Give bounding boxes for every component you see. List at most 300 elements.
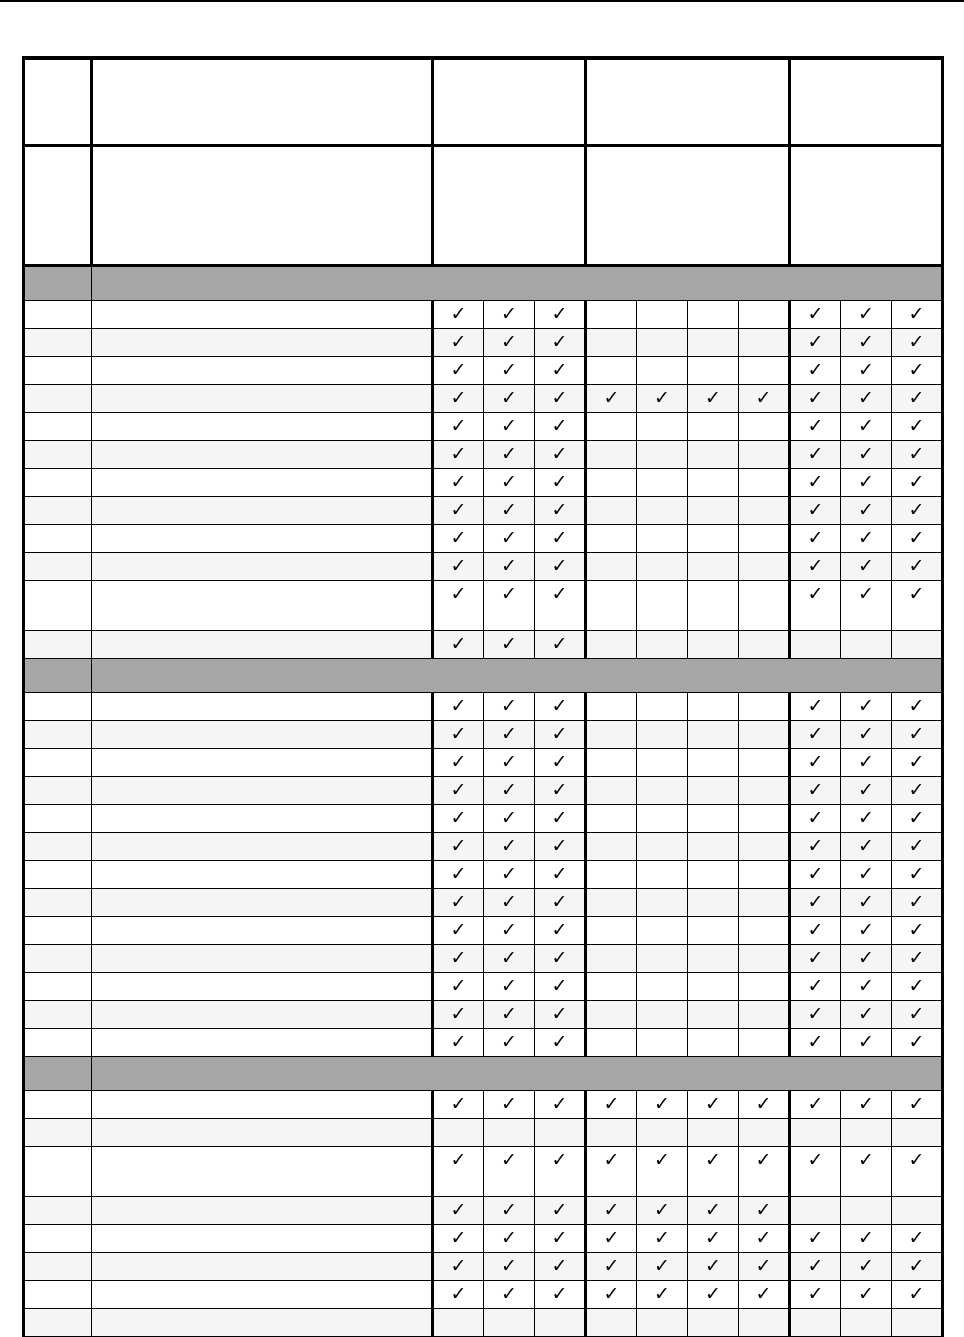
section-header-row [24, 1057, 943, 1091]
empty-check-cell [739, 1309, 790, 1337]
empty-check-cell [637, 721, 688, 749]
check-icon: ✓ [807, 863, 824, 885]
empty-check-cell [790, 631, 841, 659]
row-number-cell [24, 973, 92, 1001]
check-icon: ✓ [705, 1149, 721, 1171]
check-icon: ✓ [501, 471, 517, 493]
check-mark-cell [433, 1281, 484, 1309]
check-icon: ✓ [858, 891, 874, 913]
check-icon: ✓ [551, 1031, 568, 1053]
check-icon: ✓ [858, 303, 874, 325]
check-mark-cell [790, 329, 841, 357]
row-description-cell [92, 525, 433, 553]
check-icon: ✓ [807, 415, 824, 437]
table-row [24, 973, 943, 1001]
row-description-cell [92, 945, 433, 973]
check-mark-cell [484, 441, 535, 469]
check-mark-cell [790, 1001, 841, 1029]
check-icon: ✓ [501, 1255, 517, 1277]
empty-check-cell [586, 357, 637, 385]
check-icon: ✓ [654, 1227, 670, 1249]
empty-check-cell [586, 631, 637, 659]
check-mark-cell [841, 1253, 892, 1281]
check-mark-cell [535, 777, 586, 805]
check-icon: ✓ [858, 415, 874, 437]
check-icon: ✓ [450, 751, 467, 773]
check-mark-cell [790, 1281, 841, 1309]
check-icon: ✓ [450, 947, 467, 969]
row-description-cell [92, 329, 433, 357]
check-icon: ✓ [501, 1031, 517, 1053]
check-mark-cell [892, 749, 943, 777]
subheader-group-1-cell [433, 146, 586, 266]
check-icon: ✓ [807, 1093, 824, 1115]
check-mark-cell [586, 1253, 637, 1281]
check-mark-cell [484, 301, 535, 329]
empty-check-cell [739, 721, 790, 749]
check-mark-cell [484, 1147, 535, 1197]
check-mark-cell [790, 469, 841, 497]
check-icon: ✓ [501, 723, 517, 745]
check-icon: ✓ [858, 919, 874, 941]
check-mark-cell [739, 1091, 790, 1119]
check-mark-cell [841, 693, 892, 721]
check-icon: ✓ [450, 919, 467, 941]
check-mark-cell [790, 1091, 841, 1119]
row-description-cell [92, 805, 433, 833]
check-mark-cell [790, 553, 841, 581]
check-mark-cell [433, 889, 484, 917]
empty-check-cell [688, 413, 739, 441]
check-icon: ✓ [908, 723, 925, 745]
check-mark-cell [535, 497, 586, 525]
check-icon: ✓ [908, 555, 925, 577]
check-mark-cell [841, 413, 892, 441]
empty-check-cell [637, 749, 688, 777]
check-mark-cell [484, 357, 535, 385]
check-mark-cell [892, 357, 943, 385]
empty-check-cell [586, 441, 637, 469]
check-mark-cell [535, 413, 586, 441]
check-icon: ✓ [501, 919, 517, 941]
check-mark-cell [841, 497, 892, 525]
row-number-cell [24, 1091, 92, 1119]
check-mark-cell [484, 1197, 535, 1225]
check-icon: ✓ [755, 1093, 772, 1115]
empty-check-cell [637, 413, 688, 441]
table-row [24, 385, 943, 413]
check-mark-cell [535, 469, 586, 497]
check-mark-cell [433, 1091, 484, 1119]
check-mark-cell [535, 945, 586, 973]
row-description-cell [92, 1281, 433, 1309]
check-mark-cell [841, 441, 892, 469]
check-mark-cell [892, 693, 943, 721]
empty-check-cell [841, 1119, 892, 1147]
check-icon: ✓ [450, 807, 467, 829]
row-number-cell [24, 1147, 92, 1197]
empty-check-cell [637, 497, 688, 525]
empty-check-cell [586, 861, 637, 889]
check-mark-cell [433, 1001, 484, 1029]
check-mark-cell [892, 413, 943, 441]
empty-check-cell [586, 413, 637, 441]
empty-check-cell [433, 1119, 484, 1147]
check-mark-cell [433, 631, 484, 659]
empty-check-cell [586, 553, 637, 581]
check-icon: ✓ [551, 891, 568, 913]
check-icon: ✓ [551, 471, 568, 493]
check-icon: ✓ [551, 751, 568, 773]
check-icon: ✓ [807, 807, 824, 829]
check-icon: ✓ [908, 1031, 925, 1053]
check-mark-cell [790, 889, 841, 917]
check-icon: ✓ [807, 1283, 824, 1305]
check-mark-cell [484, 777, 535, 805]
empty-check-cell [688, 301, 739, 329]
check-mark-cell [433, 917, 484, 945]
check-icon: ✓ [501, 863, 517, 885]
row-number-cell [24, 357, 92, 385]
check-mark-cell [535, 1197, 586, 1225]
check-icon: ✓ [501, 751, 517, 773]
check-mark-cell [433, 497, 484, 525]
row-number-cell [24, 1001, 92, 1029]
check-icon: ✓ [501, 947, 517, 969]
row-number-cell [24, 469, 92, 497]
check-mark-cell [484, 805, 535, 833]
check-icon: ✓ [705, 387, 721, 409]
check-icon: ✓ [450, 1031, 467, 1053]
row-number-cell [24, 525, 92, 553]
check-icon: ✓ [858, 527, 874, 549]
check-mark-cell [535, 1225, 586, 1253]
check-mark-cell [841, 581, 892, 631]
check-icon: ✓ [908, 891, 925, 913]
check-mark-cell [535, 973, 586, 1001]
check-mark-cell [892, 385, 943, 413]
check-mark-cell [841, 357, 892, 385]
table-row [24, 1147, 943, 1197]
row-number-cell [24, 777, 92, 805]
check-icon: ✓ [858, 387, 874, 409]
header-row-2 [24, 146, 943, 266]
check-mark-cell [433, 469, 484, 497]
check-icon: ✓ [450, 1149, 467, 1171]
check-icon: ✓ [551, 1283, 568, 1305]
check-mark-cell [688, 1281, 739, 1309]
check-icon: ✓ [450, 471, 467, 493]
check-icon: ✓ [501, 1227, 517, 1249]
check-mark-cell [841, 1029, 892, 1057]
header-group-1-cell [433, 58, 586, 146]
check-mark-cell [892, 497, 943, 525]
check-mark-cell [790, 721, 841, 749]
subheader-number-cell [24, 146, 92, 266]
empty-check-cell [739, 693, 790, 721]
check-mark-cell [892, 973, 943, 1001]
empty-check-cell [637, 1309, 688, 1337]
check-icon: ✓ [705, 1255, 721, 1277]
empty-check-cell [637, 973, 688, 1001]
row-number-cell [24, 441, 92, 469]
check-icon: ✓ [501, 303, 517, 325]
row-number-cell [24, 721, 92, 749]
check-icon: ✓ [858, 723, 874, 745]
row-number-cell [24, 497, 92, 525]
empty-check-cell [688, 441, 739, 469]
empty-check-cell [688, 329, 739, 357]
check-mark-cell [892, 945, 943, 973]
row-number-cell [24, 1119, 92, 1147]
empty-check-cell [586, 1119, 637, 1147]
row-number-cell [24, 833, 92, 861]
check-icon: ✓ [705, 1093, 721, 1115]
check-mark-cell [484, 1225, 535, 1253]
empty-check-cell [892, 631, 943, 659]
empty-check-cell [637, 861, 688, 889]
check-mark-cell [841, 721, 892, 749]
check-icon: ✓ [908, 835, 925, 857]
row-number-cell [24, 805, 92, 833]
check-icon: ✓ [858, 1283, 874, 1305]
empty-check-cell [739, 581, 790, 631]
check-icon: ✓ [755, 387, 772, 409]
empty-check-cell [892, 1197, 943, 1225]
check-icon: ✓ [908, 499, 925, 521]
empty-check-cell [637, 441, 688, 469]
check-icon: ✓ [450, 527, 467, 549]
check-icon: ✓ [501, 527, 517, 549]
check-mark-cell [841, 525, 892, 553]
check-mark-cell [535, 631, 586, 659]
check-icon: ✓ [654, 1199, 670, 1221]
row-description-cell [92, 1147, 433, 1197]
empty-check-cell [586, 749, 637, 777]
check-icon: ✓ [807, 1227, 824, 1249]
row-description-cell [92, 441, 433, 469]
check-icon: ✓ [501, 331, 517, 353]
check-icon: ✓ [501, 891, 517, 913]
check-mark-cell [637, 1091, 688, 1119]
table-row [24, 553, 943, 581]
row-number-cell [24, 329, 92, 357]
empty-check-cell [586, 917, 637, 945]
empty-check-cell [637, 581, 688, 631]
check-mark-cell [739, 1281, 790, 1309]
check-mark-cell [484, 631, 535, 659]
empty-check-cell [739, 329, 790, 357]
check-icon: ✓ [551, 1255, 568, 1277]
table-row [24, 777, 943, 805]
check-icon: ✓ [603, 1149, 620, 1171]
check-mark-cell [688, 385, 739, 413]
check-icon: ✓ [908, 779, 925, 801]
check-mark-cell [433, 1253, 484, 1281]
check-mark-cell [892, 525, 943, 553]
check-mark-cell [484, 1001, 535, 1029]
check-mark-cell [790, 441, 841, 469]
empty-check-cell [688, 525, 739, 553]
row-number-cell [24, 1281, 92, 1309]
check-icon: ✓ [450, 555, 467, 577]
table-row [24, 301, 943, 329]
check-icon: ✓ [450, 303, 467, 325]
check-mark-cell [892, 1225, 943, 1253]
check-mark-cell [892, 469, 943, 497]
check-mark-cell [433, 413, 484, 441]
check-icon: ✓ [705, 1227, 721, 1249]
check-icon: ✓ [450, 583, 467, 605]
check-icon: ✓ [450, 1093, 467, 1115]
check-mark-cell [433, 945, 484, 973]
check-icon: ✓ [858, 583, 874, 605]
empty-check-cell [841, 631, 892, 659]
check-mark-cell [484, 581, 535, 631]
check-icon: ✓ [807, 1003, 824, 1025]
row-number-cell [24, 1225, 92, 1253]
row-number-cell [24, 413, 92, 441]
check-mark-cell [535, 1281, 586, 1309]
check-icon: ✓ [551, 331, 568, 353]
check-mark-cell [535, 1029, 586, 1057]
check-icon: ✓ [908, 387, 925, 409]
check-mark-cell [535, 441, 586, 469]
row-number-cell [24, 749, 92, 777]
empty-check-cell [586, 497, 637, 525]
empty-check-cell [688, 693, 739, 721]
check-icon: ✓ [908, 863, 925, 885]
table-row [24, 1253, 943, 1281]
row-number-cell [24, 1197, 92, 1225]
check-icon: ✓ [908, 527, 925, 549]
check-icon: ✓ [501, 387, 517, 409]
check-icon: ✓ [807, 779, 824, 801]
check-mark-cell [637, 1147, 688, 1197]
row-number-cell [24, 693, 92, 721]
check-mark-cell [535, 861, 586, 889]
check-icon: ✓ [908, 975, 925, 997]
empty-check-cell [892, 1119, 943, 1147]
subheader-group-3-cell [790, 146, 943, 266]
empty-check-cell [586, 469, 637, 497]
empty-check-cell [739, 441, 790, 469]
check-icon: ✓ [551, 387, 568, 409]
check-icon: ✓ [551, 1227, 568, 1249]
check-mark-cell [790, 525, 841, 553]
check-mark-cell [484, 973, 535, 1001]
empty-check-cell [637, 525, 688, 553]
check-mark-cell [535, 805, 586, 833]
empty-check-cell [688, 749, 739, 777]
check-icon: ✓ [755, 1255, 772, 1277]
check-icon: ✓ [858, 695, 874, 717]
check-icon: ✓ [450, 415, 467, 437]
check-icon: ✓ [807, 751, 824, 773]
check-icon: ✓ [908, 919, 925, 941]
row-description-cell [92, 693, 433, 721]
check-mark-cell [841, 329, 892, 357]
check-mark-cell [841, 469, 892, 497]
header-description-cell [92, 58, 433, 146]
check-icon: ✓ [858, 443, 874, 465]
check-icon: ✓ [755, 1283, 772, 1305]
check-icon: ✓ [908, 947, 925, 969]
check-icon: ✓ [450, 723, 467, 745]
check-mark-cell [535, 749, 586, 777]
row-description-cell [92, 1225, 433, 1253]
compliance-matrix-table [22, 56, 944, 1337]
check-mark-cell [484, 693, 535, 721]
check-icon: ✓ [908, 1093, 925, 1115]
check-mark-cell [433, 721, 484, 749]
check-mark-cell [535, 721, 586, 749]
check-mark-cell [586, 1197, 637, 1225]
empty-check-cell [739, 917, 790, 945]
row-number-cell [24, 301, 92, 329]
row-description-cell [92, 357, 433, 385]
empty-check-cell [739, 833, 790, 861]
check-icon: ✓ [807, 527, 824, 549]
empty-check-cell [637, 917, 688, 945]
check-icon: ✓ [551, 835, 568, 857]
check-mark-cell [484, 945, 535, 973]
empty-check-cell [688, 1029, 739, 1057]
check-icon: ✓ [705, 1283, 721, 1305]
check-icon: ✓ [654, 387, 670, 409]
check-icon: ✓ [654, 1283, 670, 1305]
empty-check-cell [739, 749, 790, 777]
empty-check-cell [688, 833, 739, 861]
empty-check-cell [586, 833, 637, 861]
empty-check-cell [688, 1309, 739, 1337]
header-number-cell [24, 58, 92, 146]
check-mark-cell [892, 861, 943, 889]
table-row [24, 1309, 943, 1337]
empty-check-cell [688, 497, 739, 525]
check-icon: ✓ [501, 443, 517, 465]
check-mark-cell [484, 861, 535, 889]
table-row [24, 861, 943, 889]
check-mark-cell [790, 1029, 841, 1057]
check-mark-cell [841, 861, 892, 889]
row-description-cell [92, 1309, 433, 1337]
row-number-cell [24, 1253, 92, 1281]
table-row [24, 631, 943, 659]
row-description-cell [92, 749, 433, 777]
check-mark-cell [841, 749, 892, 777]
row-number-cell [24, 581, 92, 631]
table-row [24, 357, 943, 385]
check-mark-cell [535, 917, 586, 945]
check-mark-cell [535, 1001, 586, 1029]
check-icon: ✓ [807, 891, 824, 913]
check-icon: ✓ [908, 807, 925, 829]
empty-check-cell [739, 301, 790, 329]
check-icon: ✓ [807, 1031, 824, 1053]
check-mark-cell [790, 413, 841, 441]
check-mark-cell [841, 945, 892, 973]
row-description-cell [92, 469, 433, 497]
table-row [24, 693, 943, 721]
check-icon: ✓ [450, 1227, 467, 1249]
empty-check-cell [637, 1001, 688, 1029]
row-description-cell [92, 413, 433, 441]
check-icon: ✓ [908, 471, 925, 493]
check-icon: ✓ [551, 1149, 568, 1171]
check-mark-cell [790, 973, 841, 1001]
check-icon: ✓ [858, 1149, 874, 1171]
